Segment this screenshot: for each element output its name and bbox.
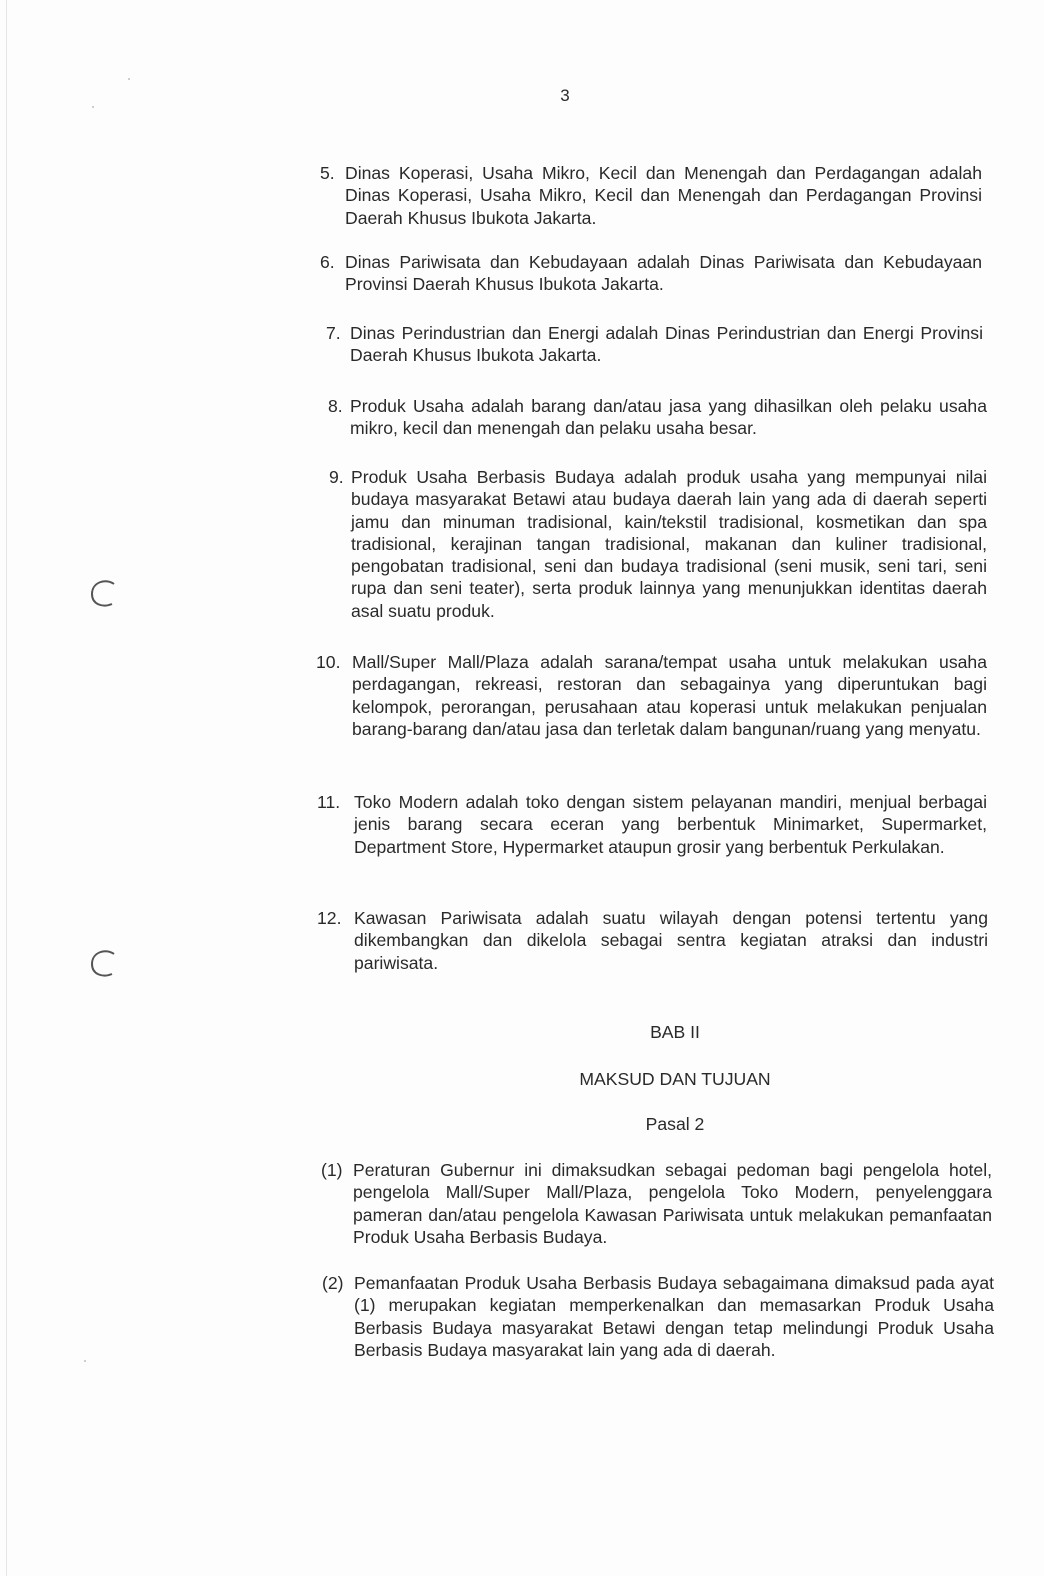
item-number: 5. xyxy=(320,163,335,183)
punch-hole-icon xyxy=(88,948,120,980)
item-text: Dinas Perindustrian dan Energi adalah Dinas Perindustrian dan Energi Provinsi Daerah Khusus Ibukota Jakarta. xyxy=(350,323,983,366)
definition-item-7 xyxy=(326,322,983,367)
clause-item-2 xyxy=(322,1272,994,1361)
item-number: 8. xyxy=(328,396,343,416)
item-number: 6. xyxy=(320,252,335,272)
item-text: Toko Modern adalah toko dengan sistem pelayanan mandiri, menjual berbagai jenis barang secara eceran yang berbentuk Minimarket, Supermarket, Department Store, Hypermarket ataupun grosir yang berbentuk Perkulakan. xyxy=(354,792,987,857)
clause-item-1 xyxy=(321,1159,992,1248)
item-text: Mall/Super Mall/Plaza adalah sarana/tempat usaha untuk melakukan usaha perdagangan, rekreasi, restoran dan sebagainya yang diperuntukan bagi kelompok, perorangan, perusahaan atau koperasi untuk melakukan penjualan barang-barang dan/atau jasa dan terletak dalam bangunan/ruang yang menyatu. xyxy=(352,652,987,739)
page-number: 3 xyxy=(560,86,570,105)
item-number: 11. xyxy=(317,792,341,812)
clause-text: Peraturan Gubernur ini dimaksudkan sebagai pedoman bagi pengelola hotel, pengelola Mall/Super Mall/Plaza, pengelola Toko Modern, penyelenggara pameran dan/atau pengelola Kawasan Pariwisata untuk melakukan pemanfaatan Produk Usaha Berbasis Budaya. xyxy=(353,1160,992,1247)
chapter-title: MAKSUD DAN TUJUAN xyxy=(579,1069,771,1089)
definition-item-6 xyxy=(320,251,982,296)
chapter-label: BAB II xyxy=(650,1022,700,1042)
item-number: 9. xyxy=(329,467,344,487)
clause-number: (2) xyxy=(322,1273,344,1293)
scan-speck xyxy=(92,106,94,108)
definition-item-10 xyxy=(316,651,987,740)
item-text: Produk Usaha adalah barang dan/atau jasa yang dihasilkan oleh pelaku usaha mikro, kecil dan menengah dan pelaku usaha besar. xyxy=(350,396,987,439)
definition-item-11 xyxy=(317,791,987,858)
item-number: 12. xyxy=(317,908,342,928)
definition-item-8 xyxy=(328,395,987,440)
scan-speck xyxy=(84,1360,86,1362)
item-text: Produk Usaha Berbasis Budaya adalah produk usaha yang mempunyai nilai budaya masyarakat Betawi atau budaya daerah lain yang ada di daerah seperti jamu dan minuman tradisional, kain/tekstil tradisional, kosmetikan dan spa tradisional, kerajinan tangan tradisional, makanan dan kuliner tradisional, pengobatan tradisional, seni dan budaya tradisional (seni musik, seni tari, seni rupa dan seni teater), serta produk lainnya yang menunjukkan identitas daerah asal suatu produk. xyxy=(351,467,987,621)
item-text: Dinas Koperasi, Usaha Mikro, Kecil dan Menengah dan Perdagangan adalah Dinas Koperasi, Usaha Mikro, Kecil dan Menengah dan Perdagangan Provinsi Daerah Khusus Ibukota Jakarta. xyxy=(345,163,982,228)
article-title: Pasal 2 xyxy=(645,1114,705,1134)
scan-speck xyxy=(128,78,130,80)
item-text: Kawasan Pariwisata adalah suatu wilayah dengan potensi tertentu yang dikembangkan dan dikelola sebagai sentra kegiatan atraksi dan industri pariwisata. xyxy=(354,908,988,973)
punch-hole-icon xyxy=(88,578,120,610)
clause-text: Pemanfaatan Produk Usaha Berbasis Budaya sebagaimana dimaksud pada ayat (1) merupakan kegiatan memperkenalkan dan memasarkan Produk Usaha Berbasis Budaya masyarakat Betawi dengan tetap melindungi Produk Usaha Berbasis Budaya masyarakat lain yang ada di daerah. xyxy=(354,1273,994,1360)
item-text: Dinas Pariwisata dan Kebudayaan adalah Dinas Pariwisata dan Kebudayaan Provinsi Daerah Khusus Ibukota Jakarta. xyxy=(345,252,982,295)
definition-item-12 xyxy=(317,907,988,974)
definition-item-5 xyxy=(320,162,982,229)
clause-number: (1) xyxy=(321,1160,343,1180)
scan-edge xyxy=(6,0,7,1576)
item-number: 7. xyxy=(326,323,341,343)
item-number: 10. xyxy=(316,652,341,672)
definition-item-9 xyxy=(329,466,987,622)
